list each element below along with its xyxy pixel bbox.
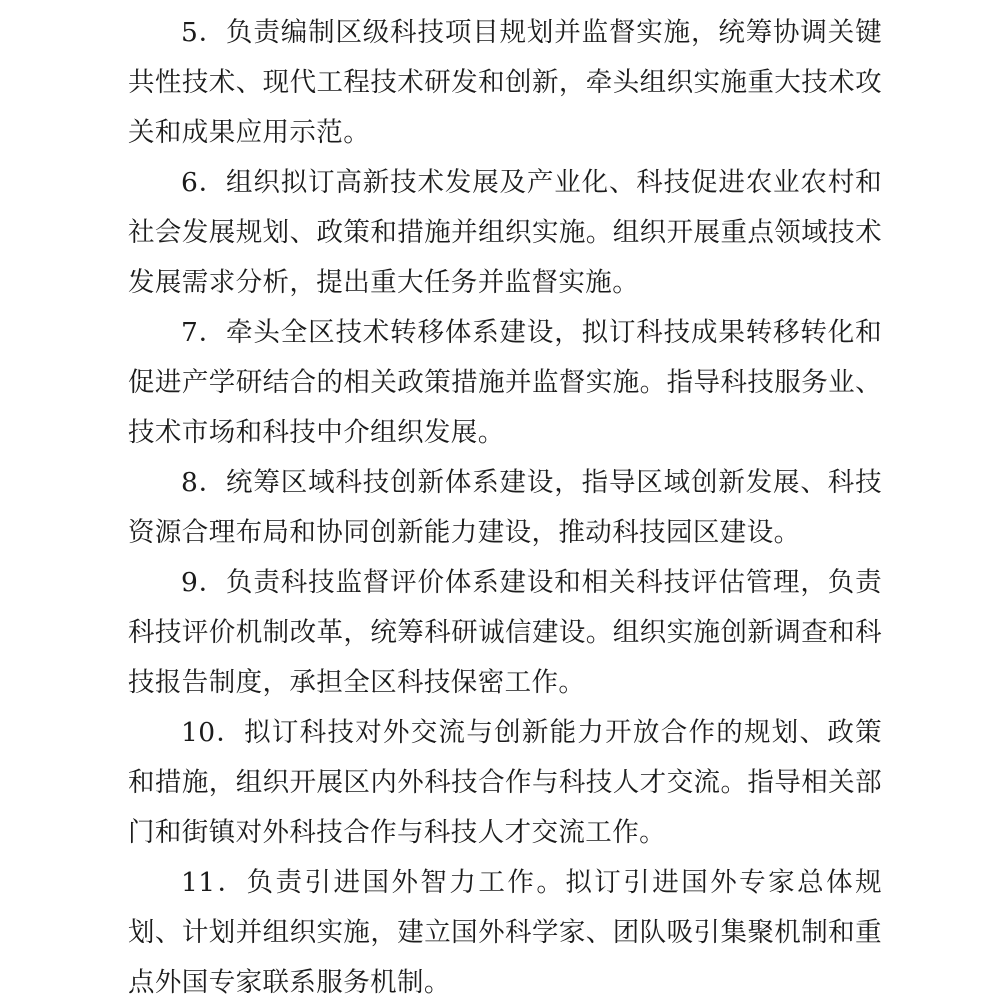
paragraph-item-11: 11．负责引进国外智力工作。拟订引进国外专家总体规划、计划并组织实施，建立国外科学家、团队吸引集聚机制和重点外国专家联系服务机制。 (128, 867, 882, 998)
paragraph-item-8: 8．统筹区域科技创新体系建设，指导区域创新发展、科技资源合理布局和协同创新能力建设，推动科技园区建设。 (128, 467, 882, 548)
paragraph-item-5: 5．负责编制区级科技项目规划并监督实施，统筹协调关键共性技术、现代工程技术研发和创新，牵头组织实施重大技术攻关和成果应用示范。 (128, 17, 882, 148)
paragraph-item-6: 6．组织拟订高新技术发展及产业化、科技促进农业农村和社会发展规划、政策和措施并组织实施。组织开展重点领域技术发展需求分析，提出重大任务并监督实施。 (128, 167, 882, 298)
paragraph-item-10: 10．拟订科技对外交流与创新能力开放合作的规划、政策和措施，组织开展区内外科技合作与科技人才交流。指导相关部门和街镇对外科技合作与科技人才交流工作。 (128, 717, 882, 848)
paragraph-item-7: 7．牵头全区技术转移体系建设，拟订科技成果转移转化和促进产学研结合的相关政策措施并监督实施。指导科技服务业、技术市场和科技中介组织发展。 (128, 317, 882, 448)
paragraph-item-9: 9．负责科技监督评价体系建设和相关科技评估管理，负责科技评价机制改革，统筹科研诚信建设。组织实施创新调查和科技报告制度，承担全区科技保密工作。 (128, 567, 882, 698)
